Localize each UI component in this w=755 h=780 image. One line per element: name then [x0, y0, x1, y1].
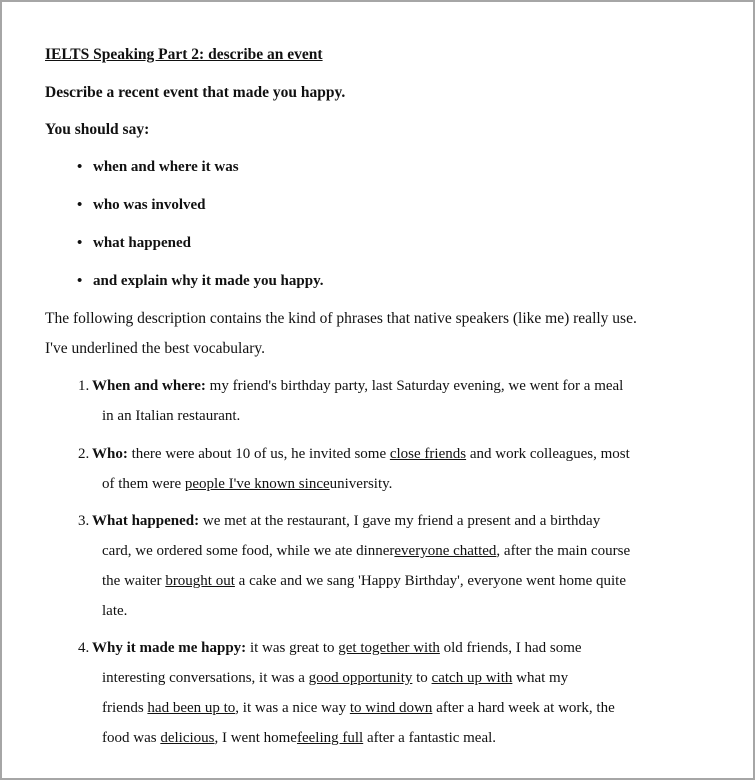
bullet-dot-icon: •: [77, 235, 83, 251]
vocab-phrase: delicious: [160, 730, 215, 746]
item-label: Who:: [92, 446, 128, 462]
bullet-item: • when and where it was: [77, 159, 239, 175]
list-item-what-happened: 3. What happened: we met at the restaurant, I gave my friend a present and a birthday card, we ordered some food, while we ate dinnereveryone chatted, after the main course the waiter brought out a cake and we sang 'Happy Birthday', everyone went home quite late.: [78, 513, 631, 619]
list-item-who: 2. Who: there were about 10 of us, he invited some close friends and work colleagues, most of them were people I've known sinceuniversity.: [78, 446, 630, 492]
vocab-phrase: get together with: [338, 640, 440, 656]
bullet-item: • and explain why it made you happy.: [77, 273, 324, 289]
vocab-phrase: good opportunity: [308, 670, 413, 686]
item-label: What happened:: [92, 513, 200, 529]
bullet-item: • what happened: [77, 235, 191, 251]
vocab-phrase: had been up to: [147, 700, 236, 716]
document-title: IELTS Speaking Part 2: describe an event: [45, 46, 323, 63]
bullet-dot-icon: •: [77, 273, 83, 289]
should-say-heading: You should say:: [45, 121, 150, 138]
vocab-phrase: close friends: [389, 446, 467, 462]
intro-line-1: The following description contains the kind of phrases that native speakers (like me) really use.: [45, 310, 637, 327]
item-label: Why it made me happy:: [92, 640, 247, 656]
intro-paragraph: [45, 304, 725, 364]
bullet-item: • who was involved: [77, 197, 206, 213]
vocab-phrase: feeling full: [296, 730, 364, 746]
list-item-why-happy: 4. Why it made me happy: it was great to get together with old friends, I had some interesting conversations, it was a good opportunity to catch up with what my friends had been up to, it was a nice way to wind down after a hard week at work, the food was delicious, I went homefeeling full after a fantastic meal.: [78, 640, 615, 746]
intro-line-2: I've underlined the best vocabulary.: [45, 340, 265, 357]
vocab-phrase: brought out: [165, 573, 235, 589]
list-item-when-where: 1. When and where: my friend's birthday party, last Saturday evening, we went for a meal in an Italian restaurant.: [78, 378, 624, 424]
bullet-dot-icon: •: [77, 159, 83, 175]
item-label: When and where:: [92, 378, 206, 394]
vocab-phrase: catch up with: [431, 670, 513, 686]
vocab-phrase: people I've known since: [184, 476, 330, 492]
prompt-heading: Describe a recent event that made you happy.: [45, 84, 346, 101]
bullet-dot-icon: •: [77, 197, 83, 213]
vocab-phrase: everyone chatted: [394, 543, 497, 559]
vocab-phrase: to wind down: [349, 700, 433, 716]
